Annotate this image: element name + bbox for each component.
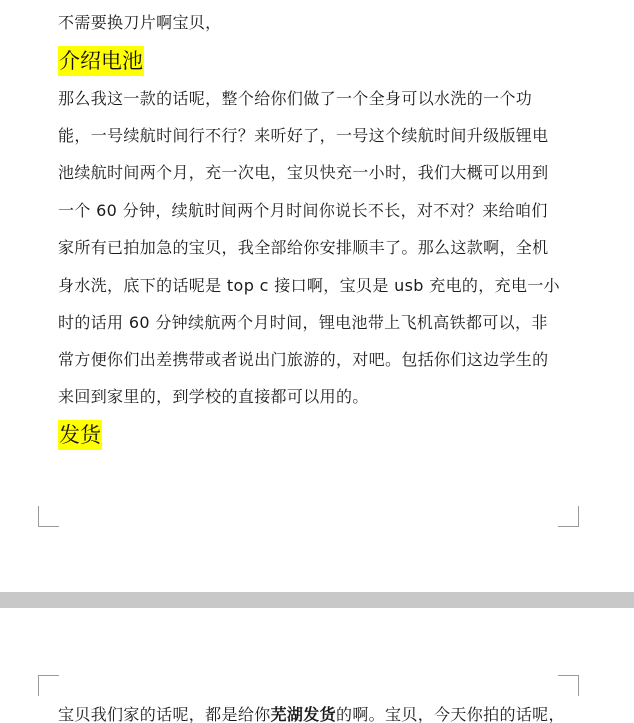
intro-line: 不需要换刀片啊宝贝， (58, 13, 222, 32)
paragraph-line (58, 705, 565, 723)
heading-battery: 介绍电池 (58, 46, 144, 76)
margin-corner-mark (558, 675, 579, 696)
paragraph-line: 一个 60 分钟，续航时间两个月时间你说长不长，对不对？来给咱们 (58, 201, 548, 220)
paragraph-line: 身水洗，底下的话呢是 top c 接口啊，宝贝是 usb 充电的，充电一小 (58, 276, 561, 295)
page-separator (0, 592, 634, 608)
text-run: 宝贝我们家的话呢，都是给你 (58, 705, 271, 723)
paragraph-line: 池续航时间两个月，充一次电，宝贝快充一小时，我们大概可以用到 (58, 163, 549, 182)
paragraph-line: 时的话用 60 分钟续航两个月时间，锂电池带上飞机高铁都可以，非 (58, 313, 548, 332)
heading-shipping: 发货 (58, 420, 102, 450)
margin-corner-mark (558, 506, 579, 527)
paragraph-line: 能，一号续航时间行不行？来听好了，一号这个续航时间升级版锂电 (58, 126, 549, 145)
paragraph-line: 家所有已拍加急的宝贝，我全部给你安排顺丰了。那么这款啊，全机 (58, 238, 549, 257)
text-run: 的啊。宝贝，今天你拍的话呢， (335, 705, 565, 723)
margin-corner-mark (38, 675, 59, 696)
paragraph-line: 那么我这一款的话呢，整个给你们做了一个全身可以水洗的一个功 (58, 89, 533, 108)
paragraph-line: 常方便你们出差携带或者说出门旅游的，对吧。包括你们这边学生的 (58, 350, 549, 369)
margin-corner-mark (38, 506, 59, 527)
document-page-2 (0, 608, 634, 723)
bold-text-run: 芜湖发货 (270, 705, 336, 723)
paragraph-line: 来回到家里的，到学校的直接都可以用的。 (58, 387, 369, 406)
